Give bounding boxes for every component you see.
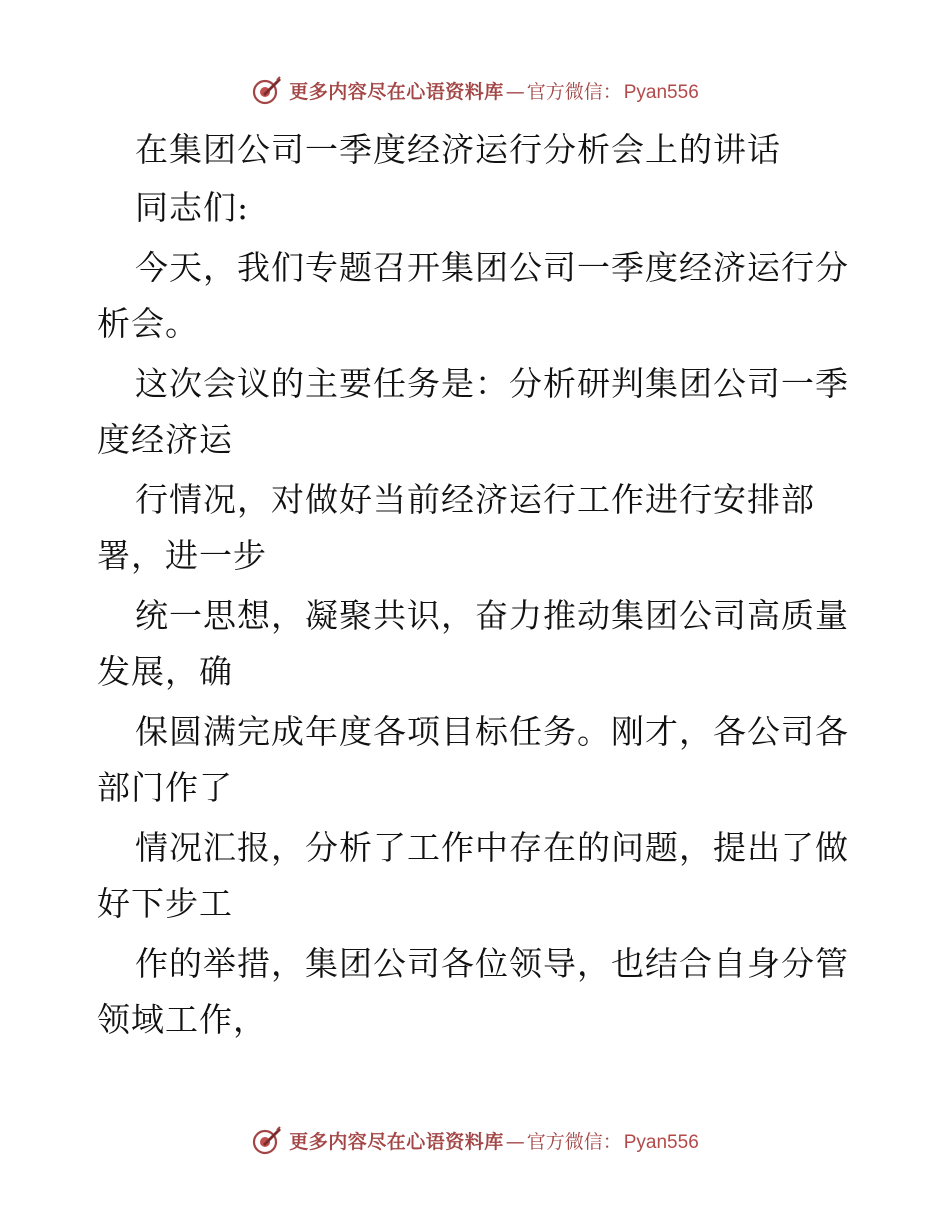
quill-pen-logo-icon	[251, 74, 283, 106]
banner-text	[289, 77, 699, 104]
salutation: 同志们:	[135, 188, 250, 227]
paragraph-line: 作的举措，集团公司各位领导，也结合自身分管	[135, 944, 849, 983]
paragraph-line: 这次会议的主要任务是：分析研判集团公司一季	[135, 364, 849, 403]
banner-text	[289, 1127, 699, 1154]
banner-main-text: 更多内容尽在心语资料库	[289, 1130, 504, 1153]
paragraph-line: 署，进一步	[97, 536, 267, 575]
paragraph-line: 好下步工	[97, 884, 233, 923]
banner-main-text: 更多内容尽在心语资料库	[289, 80, 504, 103]
paragraph-line: 今天，我们专题召开集团公司一季度经济运行分	[135, 248, 849, 287]
banner-separator: —	[505, 1130, 525, 1153]
paragraph-line: 统一思想，凝聚共识，奋力推动集团公司高质量	[135, 596, 849, 635]
banner-wechat-id: Pyan556	[623, 81, 699, 103]
quill-pen-logo-icon	[251, 1124, 283, 1156]
paragraph-line: 部门作了	[97, 768, 233, 807]
paragraph-line: 领域工作，	[97, 1000, 267, 1039]
paragraph-line: 析会。	[97, 304, 199, 343]
paragraph-line: 度经济运	[97, 420, 233, 459]
paragraph-line: 保圆满完成年度各项目标任务。刚才，各公司各	[135, 712, 849, 751]
paragraph-line: 发展，确	[97, 652, 233, 691]
banner-wechat-label: 官方微信：	[526, 80, 622, 103]
document-title: 在集团公司一季度经济运行分析会上的讲话	[135, 130, 781, 169]
footer-banner	[0, 1120, 950, 1160]
paragraph-line: 情况汇报，分析了工作中存在的问题，提出了做	[135, 828, 849, 867]
banner-separator: —	[505, 80, 525, 103]
paragraph-line: 行情况，对做好当前经济运行工作进行安排部	[135, 480, 815, 519]
banner-wechat-label: 官方微信：	[526, 1130, 622, 1153]
header-banner	[0, 70, 950, 110]
banner-wechat-id: Pyan556	[623, 1131, 699, 1153]
